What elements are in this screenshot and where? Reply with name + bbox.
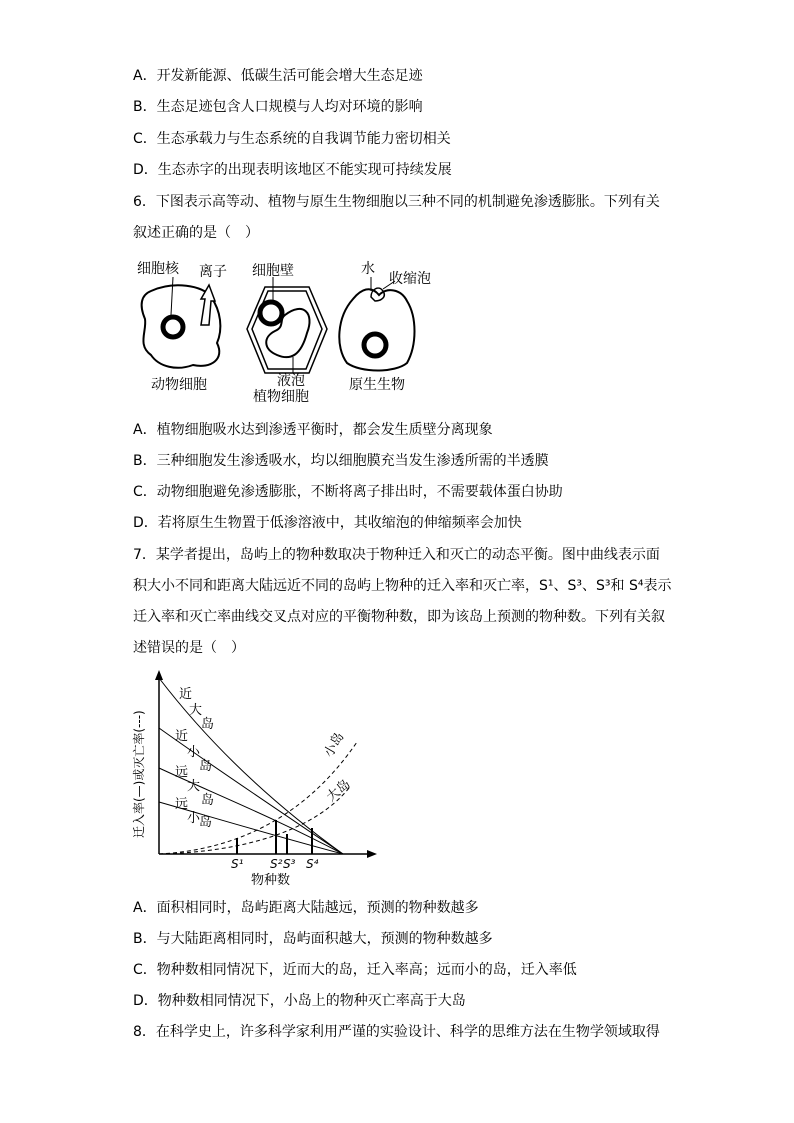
animal-nucleus-shape [163, 317, 183, 337]
q7-stem-line2: 积大小不同和距离大陆远近不同的岛屿上物种的迁入率和灭亡率，S¹、S³、S³和 S⁴表示 [133, 578, 672, 594]
svg-text:岛: 岛 [199, 759, 213, 774]
q6-option-c: C．动物细胞避免渗透膨胀，不断将离子排出时，不需要载体蛋白协助 [133, 484, 563, 500]
q7-option-b: B．与大陆距离相同时，岛屿面积越大，预测的物种数越多 [133, 931, 493, 947]
label-island: 岛 [201, 717, 215, 732]
s2-label: S² [270, 857, 283, 871]
q6-option-b: B．三种细胞发生渗透吸水，均以细胞膜充当发生渗透所需的半透膜 [133, 453, 549, 469]
svg-text:远: 远 [175, 765, 189, 780]
svg-text:大: 大 [187, 779, 201, 794]
plant-cell-label: 植物细胞 [253, 389, 309, 405]
animal-ion-label: 离子 [199, 264, 227, 280]
q7-option-c: C．物种数相同情况下，近而大的岛，迁入率高；远而小的岛，迁入率低 [133, 962, 577, 978]
plant-nucleus-shape [260, 302, 282, 324]
s1-label: S¹ [231, 857, 244, 871]
q7-option-a: A．面积相同时，岛屿距离大陆越远，预测的物种数越多 [133, 900, 479, 916]
protist-nucleus-shape [364, 334, 386, 356]
x-axis-label: 物种数 [251, 873, 291, 888]
q7-stem-line4: 述错误的是（ ） [133, 640, 245, 656]
q5-option-c: C．生态承载力与生态系统的自我调节能力密切相关 [133, 131, 451, 147]
q6-stem-line1: 6．下图表示高等动、植物与原生生物细胞以三种不同的机制避免渗透膨胀。下列有关 [133, 194, 660, 210]
plant-cell [247, 263, 327, 405]
svg-text:小: 小 [187, 745, 201, 760]
label-small-island: 小岛 [321, 729, 348, 760]
animal-nucleus-label: 细胞核 [137, 261, 179, 277]
nucleus-pointer-line [171, 277, 173, 315]
q6-option-a: A．植物细胞吸水达到渗透平衡时，都会发生质壁分离现象 [133, 422, 493, 438]
q7-stem-line3: 迁入率和灭亡率曲线交叉点对应的平衡物种数，即为该岛上预测的物种数。下列有关叙 [133, 609, 665, 625]
animal-cell [137, 260, 227, 393]
protist-cell-label: 原生生物 [349, 377, 405, 393]
y-axis-label: 迁入率(—)或灭亡率(---) [132, 710, 146, 838]
svg-text:近: 近 [175, 729, 189, 744]
plant-vacuole-shape [266, 309, 309, 357]
plant-vacuole-label: 液泡 [277, 373, 305, 389]
plant-wall-label: 细胞壁 [252, 263, 294, 279]
label-large-island: 大岛 [323, 776, 354, 806]
q5-option-a: A．开发新能源、低碳生活可能会增大生态足迹 [133, 68, 423, 84]
label-near: 近 [179, 687, 193, 702]
q7-island-chart [125, 668, 385, 890]
protist-vacuole-label: 收缩泡 [389, 271, 431, 287]
s4-label: S⁴ [306, 857, 319, 871]
s3-label: S³ [283, 857, 296, 871]
svg-text:岛: 岛 [201, 793, 215, 808]
plant-cell-wall-shape [247, 287, 327, 373]
q5-option-d: D．生态赤字的出现表明该地区不能实现可持续发展 [133, 162, 452, 178]
q6-cell-figure [125, 255, 455, 405]
q6-stem-line2: 叙述正确的是（ ） [133, 225, 259, 241]
animal-cell-label: 动物细胞 [151, 377, 207, 393]
svg-text:小: 小 [187, 811, 201, 826]
q7-stem-line1: 7．某学者提出，岛屿上的物种数取决于物种迁入和灭亡的动态平衡。图中曲线表示面 [133, 547, 660, 563]
protist-cell [339, 260, 431, 393]
q8-stem: 8．在科学史上，许多科学家利用严谨的实验设计、科学的思维方法在生物学领域取得 [133, 1024, 660, 1040]
protist-water-label: 水 [361, 261, 375, 277]
q5-option-b: B．生态足迹包含人口规模与人均对环境的影响 [133, 99, 423, 115]
q7-option-d: D．物种数相同情况下，小岛上的物种灭亡率高于大岛 [133, 993, 466, 1009]
svg-text:远: 远 [175, 797, 189, 812]
q6-option-d: D．若将原生生物置于低渗溶液中，其收缩泡的伸缩频率会加快 [133, 515, 522, 531]
svg-text:岛: 岛 [199, 815, 213, 830]
label-large: 大 [189, 703, 203, 718]
